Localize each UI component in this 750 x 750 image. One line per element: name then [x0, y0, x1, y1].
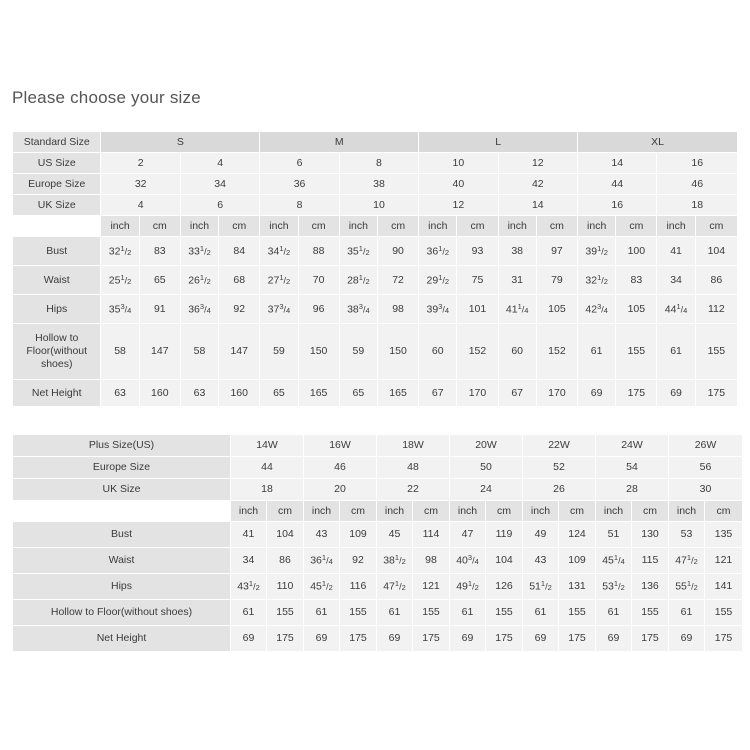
table-row	[13, 237, 738, 266]
size-group-header: XL	[578, 132, 738, 153]
table-cell: 83	[139, 237, 180, 266]
table-cell: 60	[498, 324, 536, 380]
unit-header: cm	[695, 216, 737, 237]
table-cell: 147	[139, 324, 180, 380]
row-label-uk-size: UK Size	[13, 195, 101, 216]
unit-header: inch	[304, 501, 340, 522]
table-cell: 69	[657, 380, 695, 407]
table-cell: 98	[413, 548, 450, 574]
table-cell: 67	[419, 380, 457, 407]
table-cell: 61	[304, 600, 340, 626]
unit-header: cm	[139, 216, 180, 237]
size-group-header: L	[419, 132, 578, 153]
table-cell: 114	[413, 522, 450, 548]
table-cell: 160	[219, 380, 260, 407]
table-cell: 79	[536, 266, 577, 295]
row-label-standard-size: Standard Size	[13, 132, 101, 153]
plus-size-table	[12, 434, 743, 652]
table-cell: 93	[457, 237, 498, 266]
unit-header: cm	[377, 216, 418, 237]
table-cell: 8	[339, 153, 418, 174]
plus-size-header: 18W	[377, 435, 450, 457]
row-label-bust-plus: Bust	[13, 522, 231, 548]
table-cell: 47	[450, 522, 486, 548]
table-cell: 96	[298, 295, 339, 324]
table-cell: 69	[578, 380, 616, 407]
table-cell: $36^1/_4$	[304, 548, 340, 574]
plus-size-header: 22W	[523, 435, 596, 457]
row-label-plus-size-us: Plus Size(US)	[13, 435, 231, 457]
table-cell: 150	[298, 324, 339, 380]
unit-header: cm	[536, 216, 577, 237]
table-cell: 14	[578, 153, 657, 174]
table-cell: $44^1/_4$	[657, 295, 695, 324]
table-cell: 92	[219, 295, 260, 324]
table-cell: 155	[559, 600, 596, 626]
table-cell: 59	[339, 324, 377, 380]
table-cell: 119	[486, 522, 523, 548]
table-row	[13, 574, 743, 600]
table-cell: 155	[695, 324, 737, 380]
table-cell: $32^1/_2$	[101, 237, 139, 266]
table-cell: 61	[578, 324, 616, 380]
row-label-net-height: Net Height	[13, 380, 101, 407]
table-cell: 50	[450, 457, 523, 479]
table-cell: 61	[657, 324, 695, 380]
table-row	[13, 479, 743, 501]
table-cell: 69	[669, 626, 705, 652]
table-cell: 109	[340, 522, 377, 548]
table-cell: 175	[340, 626, 377, 652]
table-cell: 69	[231, 626, 267, 652]
table-cell: 147	[219, 324, 260, 380]
table-row	[13, 501, 743, 522]
empty-corner-cell	[13, 501, 231, 522]
table-cell: $26^1/_2$	[180, 266, 218, 295]
table-cell: 70	[298, 266, 339, 295]
plus-size-header: 20W	[450, 435, 523, 457]
table-cell: 90	[377, 237, 418, 266]
table-cell: 124	[559, 522, 596, 548]
table-cell: $39^1/_2$	[578, 237, 616, 266]
table-cell: $33^1/_2$	[180, 237, 218, 266]
table-cell: 10	[339, 195, 418, 216]
table-cell: 26	[523, 479, 596, 501]
table-cell: 155	[486, 600, 523, 626]
table-cell: 135	[705, 522, 743, 548]
row-label-hips: Hips	[13, 295, 101, 324]
table-cell: $53^1/_2$	[596, 574, 632, 600]
table-cell: 86	[267, 548, 304, 574]
table-row	[13, 295, 738, 324]
table-cell: $42^3/_4$	[578, 295, 616, 324]
table-cell: 175	[559, 626, 596, 652]
table-cell: 40	[419, 174, 498, 195]
table-row	[13, 216, 738, 237]
table-row	[13, 522, 743, 548]
plus-size-header: 16W	[304, 435, 377, 457]
table-cell: 175	[267, 626, 304, 652]
table-cell: 54	[596, 457, 669, 479]
table-cell: 24	[450, 479, 523, 501]
unit-header: inch	[260, 216, 298, 237]
table-row	[13, 435, 743, 457]
table-row	[13, 457, 743, 479]
table-cell: 69	[596, 626, 632, 652]
table-cell: $36^1/_2$	[419, 237, 457, 266]
table-cell: 175	[705, 626, 743, 652]
table-cell: 152	[536, 324, 577, 380]
table-cell: $38^1/_2$	[377, 548, 413, 574]
table-cell: 126	[486, 574, 523, 600]
table-row	[13, 626, 743, 652]
table-cell: 61	[596, 600, 632, 626]
unit-header: cm	[486, 501, 523, 522]
table-cell: $51^1/_2$	[523, 574, 559, 600]
table-cell: 4	[101, 195, 180, 216]
row-label-waist-plus: Waist	[13, 548, 231, 574]
table-cell: 69	[377, 626, 413, 652]
size-group-header: M	[260, 132, 419, 153]
table-cell: 110	[267, 574, 304, 600]
table-cell: 18	[231, 479, 304, 501]
table-cell: 91	[139, 295, 180, 324]
table-cell: 69	[523, 626, 559, 652]
table-cell: 130	[632, 522, 669, 548]
table-cell: 46	[304, 457, 377, 479]
table-cell: $45^1/_2$	[304, 574, 340, 600]
table-cell: 61	[377, 600, 413, 626]
table-cell: 4	[180, 153, 259, 174]
table-cell: 170	[457, 380, 498, 407]
table-cell: $29^1/_2$	[419, 266, 457, 295]
table-cell: 18	[657, 195, 738, 216]
table-cell: 44	[231, 457, 304, 479]
table-cell: 44	[578, 174, 657, 195]
table-cell: $47^1/_2$	[669, 548, 705, 574]
table-cell: 12	[419, 195, 498, 216]
table-cell: 52	[523, 457, 596, 479]
row-label-hips-plus: Hips	[13, 574, 231, 600]
table-cell: 155	[340, 600, 377, 626]
table-cell: 31	[498, 266, 536, 295]
table-cell: 150	[377, 324, 418, 380]
table-cell: 22	[377, 479, 450, 501]
table-cell: 34	[657, 266, 695, 295]
table-cell: 60	[419, 324, 457, 380]
unit-header: inch	[419, 216, 457, 237]
table-row	[13, 195, 738, 216]
table-cell: $25^1/_2$	[101, 266, 139, 295]
unit-header: inch	[101, 216, 139, 237]
table-cell: $36^3/_4$	[180, 295, 218, 324]
table-cell: 155	[267, 600, 304, 626]
table-cell: 10	[419, 153, 498, 174]
table-cell: 67	[498, 380, 536, 407]
table-cell: 105	[536, 295, 577, 324]
table-cell: $37^3/_4$	[260, 295, 298, 324]
unit-header: cm	[559, 501, 596, 522]
table-cell: 155	[705, 600, 743, 626]
table-cell: 112	[695, 295, 737, 324]
table-cell: 43	[523, 548, 559, 574]
table-row	[13, 132, 738, 153]
table-row	[13, 324, 738, 380]
unit-header: inch	[523, 501, 559, 522]
unit-header: inch	[657, 216, 695, 237]
unit-header: cm	[632, 501, 669, 522]
table-cell: 45	[377, 522, 413, 548]
unit-header: cm	[267, 501, 304, 522]
table-cell: 34	[231, 548, 267, 574]
table-cell: 121	[705, 548, 743, 574]
plus-size-header: 26W	[669, 435, 743, 457]
table-cell: 101	[457, 295, 498, 324]
table-cell: 34	[180, 174, 259, 195]
table-cell: $47^1/_2$	[377, 574, 413, 600]
table-cell: 63	[101, 380, 139, 407]
table-cell: 175	[695, 380, 737, 407]
table-cell: 136	[632, 574, 669, 600]
table-cell: 53	[669, 522, 705, 548]
table-cell: $43^1/_2$	[231, 574, 267, 600]
table-cell: 28	[596, 479, 669, 501]
unit-header: cm	[413, 501, 450, 522]
table-cell: 155	[413, 600, 450, 626]
unit-header: inch	[498, 216, 536, 237]
unit-header: cm	[298, 216, 339, 237]
unit-header: inch	[231, 501, 267, 522]
table-cell: 100	[616, 237, 657, 266]
table-cell: 104	[267, 522, 304, 548]
table-cell: 104	[486, 548, 523, 574]
page-title: Please choose your size	[12, 88, 201, 107]
table-cell: 12	[498, 153, 577, 174]
unit-header: inch	[377, 501, 413, 522]
table-cell: 38	[498, 237, 536, 266]
table-cell: 61	[231, 600, 267, 626]
table-row	[13, 153, 738, 174]
table-cell: $35^1/_2$	[339, 237, 377, 266]
row-label-net-height-plus: Net Height	[13, 626, 231, 652]
standard-size-table	[12, 131, 738, 407]
table-cell: $40^3/_4$	[450, 548, 486, 574]
table-cell: 42	[498, 174, 577, 195]
table-cell: $45^1/_4$	[596, 548, 632, 574]
table-cell: 14	[498, 195, 577, 216]
table-cell: 16	[578, 195, 657, 216]
table-cell: 121	[413, 574, 450, 600]
table-cell: 83	[616, 266, 657, 295]
table-cell: $49^1/_2$	[450, 574, 486, 600]
table-cell: 43	[304, 522, 340, 548]
table-cell: 65	[339, 380, 377, 407]
table-cell: 41	[231, 522, 267, 548]
table-row	[13, 380, 738, 407]
table-cell: $32^1/_2$	[578, 266, 616, 295]
unit-header: cm	[705, 501, 743, 522]
table-cell: 86	[695, 266, 737, 295]
unit-header: cm	[616, 216, 657, 237]
table-cell: 165	[298, 380, 339, 407]
table-cell: 155	[616, 324, 657, 380]
table-cell: 92	[340, 548, 377, 574]
size-group-header: S	[101, 132, 260, 153]
table-cell: 175	[413, 626, 450, 652]
unit-header: inch	[339, 216, 377, 237]
unit-header: cm	[219, 216, 260, 237]
table-cell: 155	[632, 600, 669, 626]
table-cell: 20	[304, 479, 377, 501]
table-row	[13, 174, 738, 195]
table-cell: 141	[705, 574, 743, 600]
row-label-hollow-to-floor: Hollow to Floor(without shoes)	[13, 324, 101, 380]
plus-size-header: 24W	[596, 435, 669, 457]
unit-header: inch	[450, 501, 486, 522]
table-cell: 6	[180, 195, 259, 216]
table-cell: 84	[219, 237, 260, 266]
table-cell: 36	[260, 174, 339, 195]
row-label-europe-size-plus: Europe Size	[13, 457, 231, 479]
table-cell: $28^1/_2$	[339, 266, 377, 295]
unit-header: inch	[578, 216, 616, 237]
table-cell: 61	[450, 600, 486, 626]
table-cell: 58	[101, 324, 139, 380]
table-cell: 175	[632, 626, 669, 652]
table-cell: 75	[457, 266, 498, 295]
table-cell: 115	[632, 548, 669, 574]
table-cell: 116	[340, 574, 377, 600]
table-cell: 68	[219, 266, 260, 295]
table-cell: 58	[180, 324, 218, 380]
table-cell: 48	[377, 457, 450, 479]
row-label-europe-size: Europe Size	[13, 174, 101, 195]
table-cell: $27^1/_2$	[260, 266, 298, 295]
table-cell: 109	[559, 548, 596, 574]
table-cell: 104	[695, 237, 737, 266]
plus-size-header: 14W	[231, 435, 304, 457]
table-cell: 6	[260, 153, 339, 174]
table-cell: 51	[596, 522, 632, 548]
table-cell: 131	[559, 574, 596, 600]
table-cell: 69	[450, 626, 486, 652]
table-cell: 16	[657, 153, 738, 174]
table-cell: $41^1/_4$	[498, 295, 536, 324]
table-cell: 2	[101, 153, 180, 174]
unit-header: inch	[596, 501, 632, 522]
table-cell: $35^3/_4$	[101, 295, 139, 324]
table-cell: 69	[304, 626, 340, 652]
table-cell: 65	[139, 266, 180, 295]
table-cell: 165	[377, 380, 418, 407]
table-cell: $34^1/_2$	[260, 237, 298, 266]
table-cell: 63	[180, 380, 218, 407]
table-row	[13, 600, 743, 626]
table-cell: 72	[377, 266, 418, 295]
table-cell: 97	[536, 237, 577, 266]
table-cell: 61	[669, 600, 705, 626]
table-cell: 30	[669, 479, 743, 501]
row-label-us-size: US Size	[13, 153, 101, 174]
table-cell: $39^3/_4$	[419, 295, 457, 324]
table-cell: 61	[523, 600, 559, 626]
table-row	[13, 548, 743, 574]
table-cell: 170	[536, 380, 577, 407]
table-cell: 59	[260, 324, 298, 380]
table-cell: 41	[657, 237, 695, 266]
row-label-hollow-to-floor-plus: Hollow to Floor(without shoes)	[13, 600, 231, 626]
row-label-waist: Waist	[13, 266, 101, 295]
table-cell: 46	[657, 174, 738, 195]
table-cell: 175	[486, 626, 523, 652]
unit-header: inch	[180, 216, 218, 237]
row-label-uk-size-plus: UK Size	[13, 479, 231, 501]
table-row	[13, 266, 738, 295]
table-cell: 56	[669, 457, 743, 479]
table-cell: 175	[616, 380, 657, 407]
empty-corner-cell	[13, 216, 101, 237]
unit-header: cm	[457, 216, 498, 237]
table-cell: 65	[260, 380, 298, 407]
unit-header: cm	[340, 501, 377, 522]
row-label-bust: Bust	[13, 237, 101, 266]
table-cell: 98	[377, 295, 418, 324]
table-cell: 8	[260, 195, 339, 216]
table-cell: 49	[523, 522, 559, 548]
table-cell: 88	[298, 237, 339, 266]
table-cell: 152	[457, 324, 498, 380]
table-cell: $38^3/_4$	[339, 295, 377, 324]
table-cell: 32	[101, 174, 180, 195]
table-cell: $55^1/_2$	[669, 574, 705, 600]
table-cell: 160	[139, 380, 180, 407]
unit-header: inch	[669, 501, 705, 522]
table-cell: 38	[339, 174, 418, 195]
table-cell: 105	[616, 295, 657, 324]
